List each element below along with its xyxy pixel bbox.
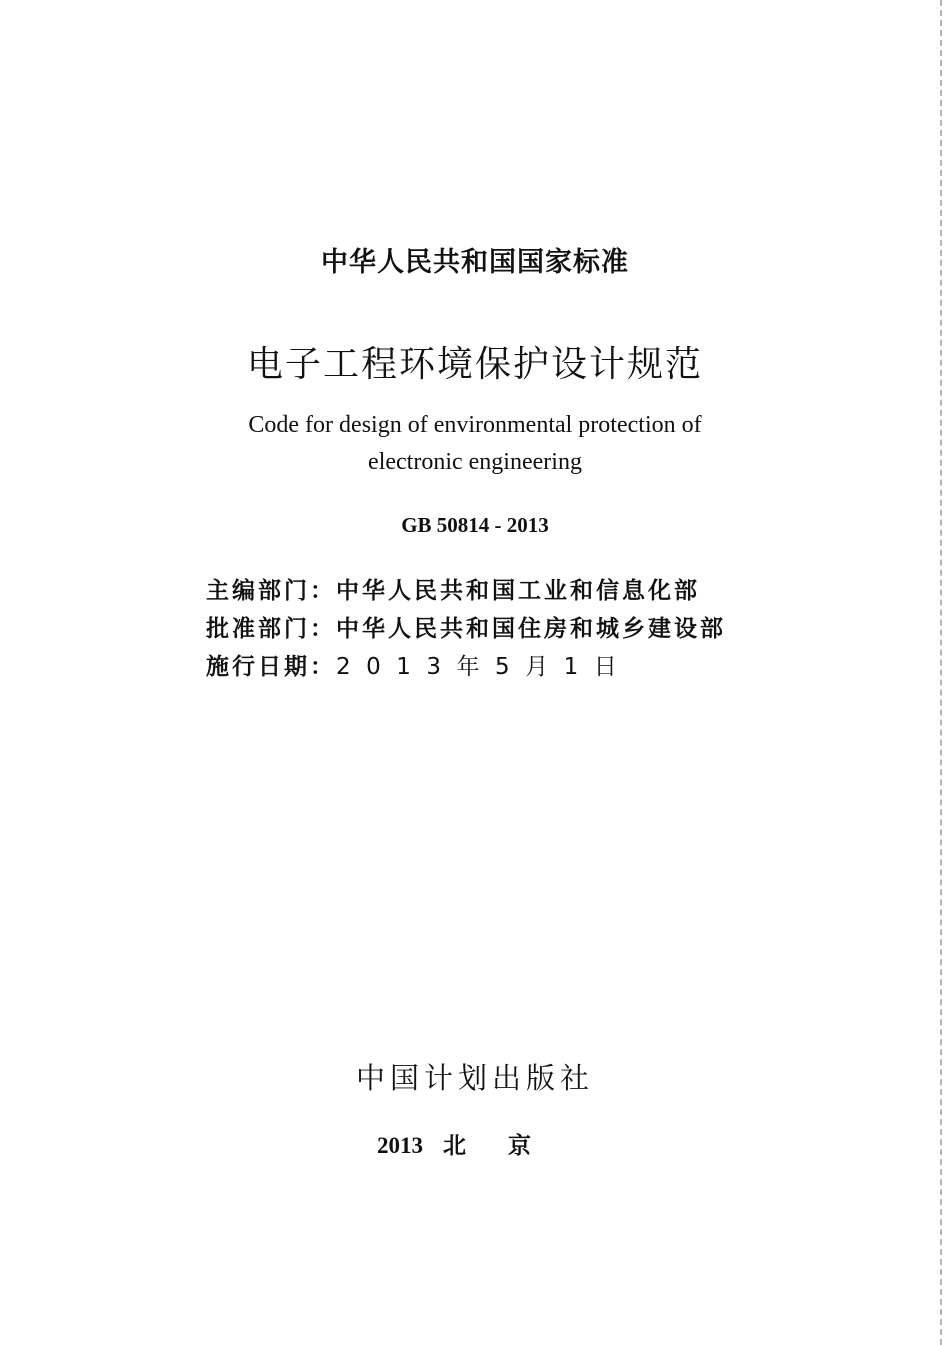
publication-info — [0, 1127, 950, 1160]
publication-year: 2013 — [377, 1133, 423, 1158]
english-title-line-2: electronic engineering — [368, 449, 582, 475]
approval-value: 中华人民共和国住房和城乡建设部 — [336, 616, 726, 642]
chief-editor-label: 主编部门： — [206, 578, 336, 604]
effective-date-row — [206, 648, 632, 681]
approval-label: 批准部门： — [206, 616, 336, 642]
chief-editor-row — [206, 572, 700, 605]
document-title: 电子工程环境保护设计规范 — [246, 344, 703, 385]
publication-city: 北京 — [443, 1133, 573, 1159]
chief-editor-value: 中华人民共和国工业和信息化部 — [336, 578, 700, 604]
effective-date-label: 施行日期： — [206, 654, 336, 680]
effective-date-value: 2013年5月1日 — [336, 654, 633, 680]
standard-code: GB 50814 - 2013 — [401, 513, 549, 537]
standard-series-heading: 中华人民共和国国家标准 — [321, 247, 629, 278]
approval-row — [206, 610, 726, 643]
publisher-name: 中国计划出版社 — [355, 1061, 594, 1095]
english-title-line-1: Code for design of environmental protection of — [248, 412, 702, 438]
